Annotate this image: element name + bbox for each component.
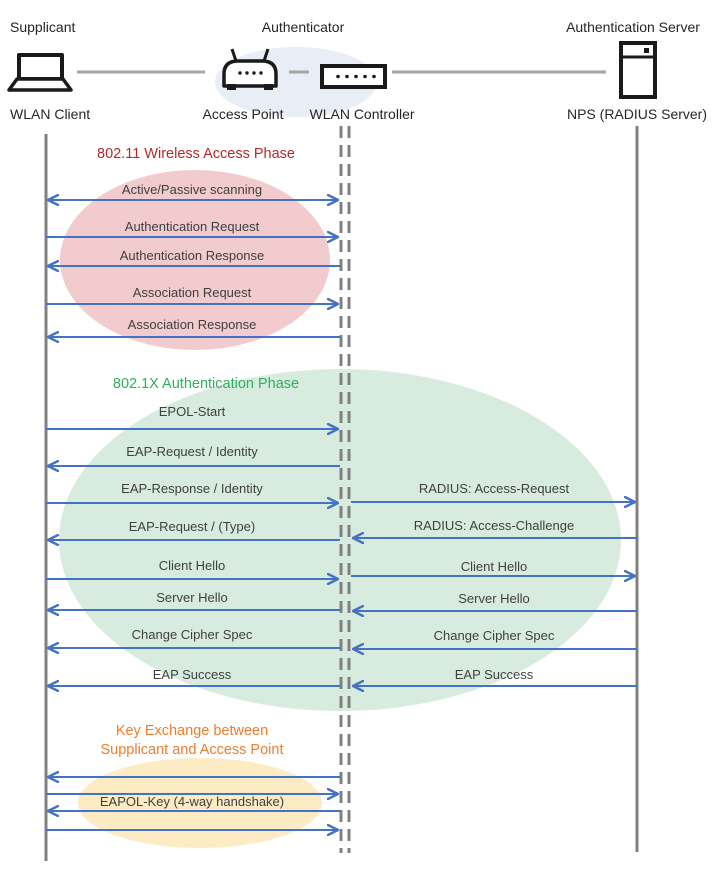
msg-scanning: Active/Passive scanning: [121, 182, 263, 197]
auth-server-role-label: Authentication Server: [566, 19, 700, 35]
dot1x-phase-title: 802.1X Authentication Phase: [112, 376, 300, 392]
msg-eap-success-left: EAP Success: [152, 667, 232, 682]
msg-client-hello-right: Client Hello: [460, 559, 528, 574]
msg-assoc-request: Association Request: [132, 285, 252, 300]
controller-icon: [322, 66, 385, 87]
supplicant-role-label: Supplicant: [10, 19, 76, 35]
nps-radius-server-label: NPS (RADIUS Server): [566, 106, 708, 122]
msg-eap-request-type: EAP-Request / (Type): [128, 519, 256, 534]
access-point-label: Access Point: [202, 106, 284, 122]
msg-auth-request: Authentication Request: [124, 219, 260, 234]
key-exchange-title-line1: Key Exchange between: [115, 723, 269, 739]
msg-change-cipher-spec-right: Change Cipher Spec: [433, 628, 555, 643]
msg-eapol-key: EAPOL-Key (4-way handshake): [99, 794, 285, 809]
server-icon: [621, 43, 655, 97]
msg-eap-response-identity: EAP-Response / Identity: [121, 481, 263, 496]
key-exchange-phase-title: [46, 722, 338, 760]
msg-eap-success-right: EAP Success: [454, 667, 534, 682]
msg-radius-access-request: RADIUS: Access-Request: [418, 481, 570, 496]
wlan-controller-label: WLAN Controller: [309, 106, 415, 122]
authenticator-role-label: Authenticator: [261, 19, 345, 35]
msg-assoc-response: Association Response: [127, 317, 257, 332]
msg-auth-response: Authentication Response: [119, 248, 265, 263]
key-exchange-title-line2: Supplicant and Access Point: [100, 742, 284, 758]
msg-epol-start: EPOL-Start: [158, 404, 226, 419]
msg-radius-access-challenge: RADIUS: Access-Challenge: [413, 518, 575, 533]
wlan-client-label: WLAN Client: [10, 106, 91, 122]
msg-change-cipher-spec-left: Change Cipher Spec: [131, 627, 253, 642]
msg-server-hello-left: Server Hello: [156, 590, 228, 605]
laptop-icon: [9, 55, 71, 90]
wireless-phase-title: 802.11 Wireless Access Phase: [97, 146, 295, 162]
msg-server-hello-right: Server Hello: [458, 591, 530, 606]
msg-eap-request-identity: EAP-Request / Identity: [126, 444, 258, 459]
msg-client-hello-left: Client Hello: [158, 558, 226, 573]
